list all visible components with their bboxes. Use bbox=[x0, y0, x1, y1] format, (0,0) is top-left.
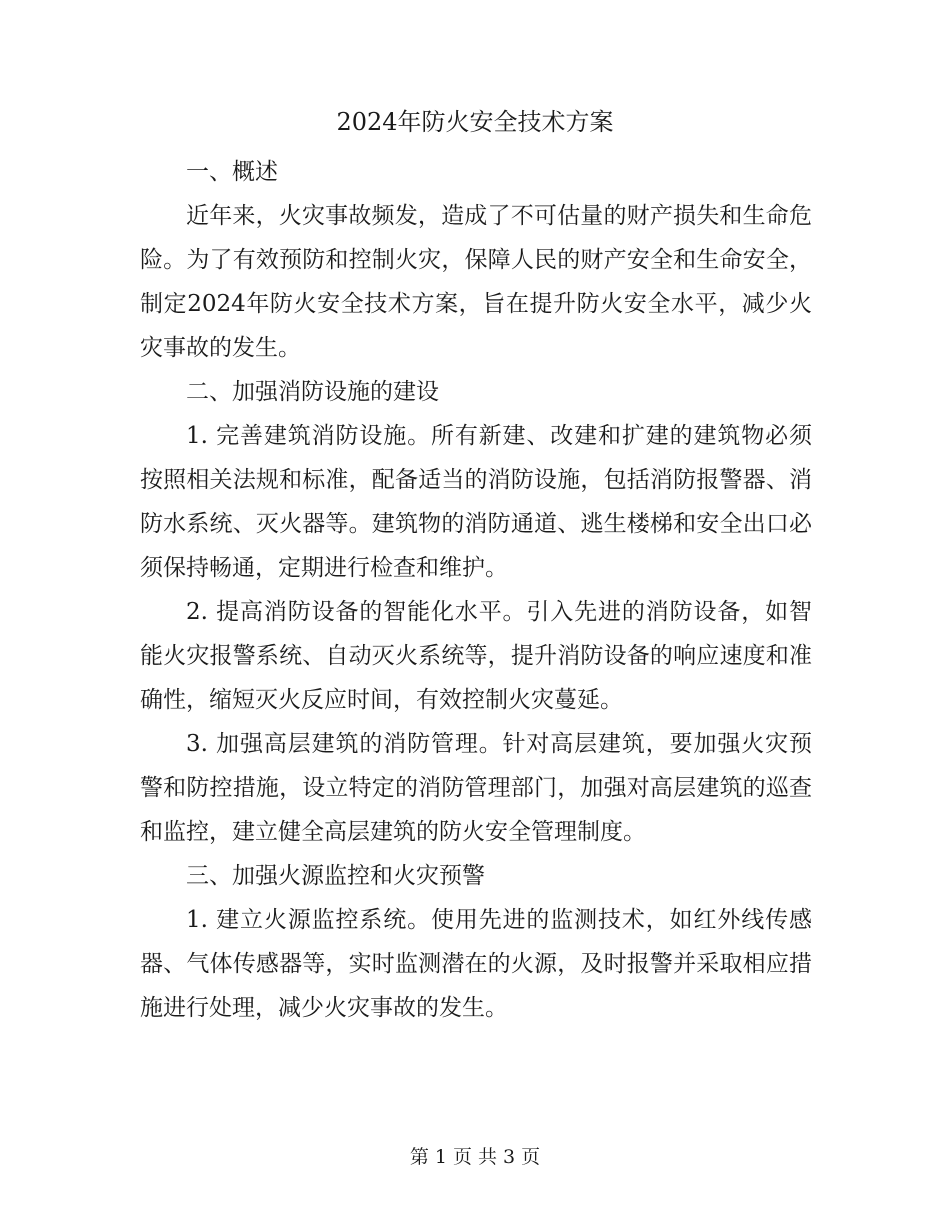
document-body bbox=[140, 150, 812, 1030]
paragraph-item-2: 2. 提高消防设备的智能化水平。引入先进的消防设备，如智能火灾报警系统、自动灭火系统等，提升消防设备的响应速度和准确性，缩短灭火反应时间，有效控制火灾蔓延。 bbox=[140, 599, 812, 713]
paragraph-item-1: 1. 完善建筑消防设施。所有新建、改建和扩建的建筑物必须按照相关法规和标准，配备适当的消防设施，包括消防报警器、消防水系统、灭火器等。建筑物的消防通道、逃生楼梯和安全出口必须保持畅通，定期进行检查和维护。 bbox=[140, 423, 812, 581]
paragraph-monitoring-item-1: 1. 建立火源监控系统。使用先进的监测技术，如红外线传感器、气体传感器等，实时监测潜在的火源，及时报警并采取相应措施进行处理，减少火灾事故的发生。 bbox=[140, 907, 812, 1021]
section-heading-facilities: 二、加强消防设施的建设 bbox=[186, 379, 439, 405]
page-number-footer: 第 1 页 共 3 页 bbox=[409, 1146, 541, 1168]
paragraph-overview: 近年来，火灾事故频发，造成了不可估量的财产损失和生命危险。为了有效预防和控制火灾，保障人民的财产安全和生命安全，制定2024年防火安全技术方案，旨在提升防火安全水平，减少火灾事故的发生。 bbox=[140, 203, 812, 361]
section-heading-overview: 一、概述 bbox=[186, 159, 278, 185]
section-heading-monitoring: 三、加强火源监控和火灾预警 bbox=[186, 863, 485, 889]
document-title: 2024年防火安全技术方案 bbox=[336, 108, 614, 136]
paragraph-item-3: 3. 加强高层建筑的消防管理。针对高层建筑，要加强火灾预警和防控措施，设立特定的消防管理部门，加强对高层建筑的巡查和监控，建立健全高层建筑的防火安全管理制度。 bbox=[140, 731, 812, 845]
